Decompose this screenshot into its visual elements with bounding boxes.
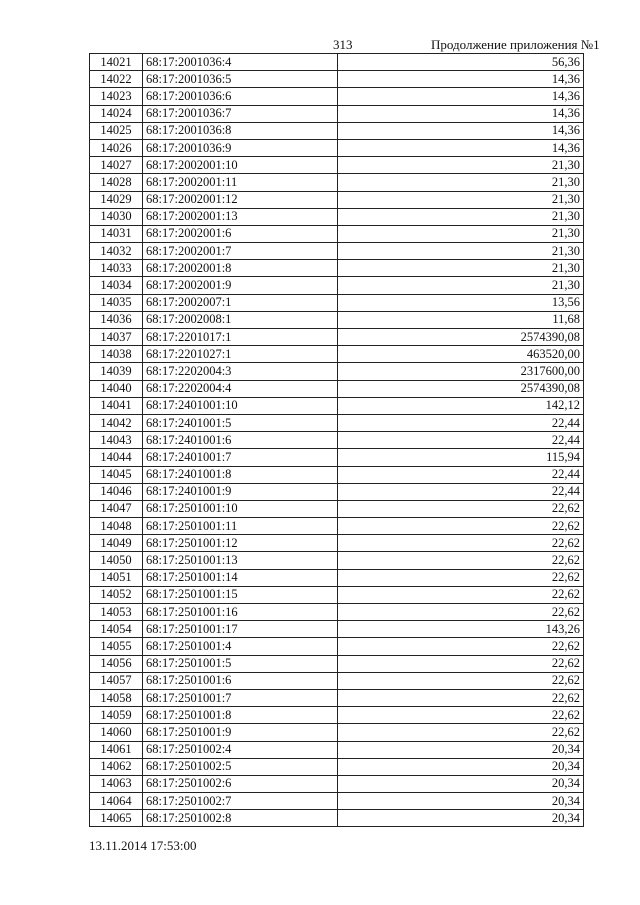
row-number-cell: 14050 [90, 552, 143, 569]
cadastral-number-cell: 68:17:2001036:7 [143, 105, 338, 122]
table-row [90, 243, 584, 260]
table-row [90, 810, 584, 827]
cadastral-number-cell: 68:17:2002008:1 [143, 311, 338, 328]
cadastral-number-cell: 68:17:2501001:17 [143, 621, 338, 638]
value-cell: 22,62 [338, 655, 584, 672]
value-cell: 14,36 [338, 71, 584, 88]
table-row [90, 552, 584, 569]
table-row [90, 793, 584, 810]
row-number-cell: 14060 [90, 724, 143, 741]
value-cell: 22,62 [338, 500, 584, 517]
value-cell: 14,36 [338, 88, 584, 105]
table-row [90, 294, 584, 311]
cadastral-number-cell: 68:17:2501001:15 [143, 586, 338, 603]
row-number-cell: 14039 [90, 363, 143, 380]
row-number-cell: 14056 [90, 655, 143, 672]
value-cell: 22,62 [338, 724, 584, 741]
value-cell: 21,30 [338, 174, 584, 191]
row-number-cell: 14054 [90, 621, 143, 638]
table-row [90, 260, 584, 277]
value-cell: 56,36 [338, 54, 584, 71]
table-row [90, 604, 584, 621]
table-row [90, 277, 584, 294]
row-number-cell: 14042 [90, 414, 143, 431]
row-number-cell: 14047 [90, 500, 143, 517]
value-cell: 22,44 [338, 414, 584, 431]
cadastral-number-cell: 68:17:2501001:16 [143, 604, 338, 621]
cadastral-number-cell: 68:17:2501001:7 [143, 689, 338, 706]
footer-timestamp: 13.11.2014 17:53:00 [89, 838, 197, 853]
row-number-cell: 14037 [90, 329, 143, 346]
row-number-cell: 14027 [90, 157, 143, 174]
cadastral-number-cell: 68:17:2001036:6 [143, 88, 338, 105]
cadastral-number-cell: 68:17:2002001:11 [143, 174, 338, 191]
cadastral-number-cell: 68:17:2501001:11 [143, 518, 338, 535]
cadastral-number-cell: 68:17:2001036:4 [143, 54, 338, 71]
table-row [90, 414, 584, 431]
row-number-cell: 14038 [90, 346, 143, 363]
value-cell: 14,36 [338, 105, 584, 122]
cadastral-number-cell: 68:17:2002001:12 [143, 191, 338, 208]
row-number-cell: 14025 [90, 122, 143, 139]
value-cell: 22,62 [338, 586, 584, 603]
row-number-cell: 14064 [90, 793, 143, 810]
table-row [90, 707, 584, 724]
row-number-cell: 14063 [90, 775, 143, 792]
value-cell: 20,34 [338, 775, 584, 792]
cadastral-number-cell: 68:17:2501001:5 [143, 655, 338, 672]
table-row [90, 329, 584, 346]
table-row [90, 758, 584, 775]
cadastral-number-cell: 68:17:2202004:4 [143, 380, 338, 397]
cadastral-number-cell: 68:17:2401001:6 [143, 432, 338, 449]
row-number-cell: 14036 [90, 311, 143, 328]
table-row [90, 518, 584, 535]
row-number-cell: 14040 [90, 380, 143, 397]
cadastral-number-cell: 68:17:2501002:8 [143, 810, 338, 827]
value-cell: 20,34 [338, 793, 584, 810]
row-number-cell: 14032 [90, 243, 143, 260]
value-cell: 2574390,08 [338, 329, 584, 346]
cadastral-number-cell: 68:17:2401001:7 [143, 449, 338, 466]
row-number-cell: 14052 [90, 586, 143, 603]
cadastral-number-cell: 68:17:2501001:10 [143, 500, 338, 517]
cadastral-number-cell: 68:17:2401001:10 [143, 397, 338, 414]
appendix-label: Продолжение приложения №1 [431, 37, 600, 52]
table-row [90, 122, 584, 139]
value-cell: 21,30 [338, 225, 584, 242]
row-number-cell: 14026 [90, 139, 143, 156]
table-row [90, 466, 584, 483]
cadastral-number-cell: 68:17:2401001:5 [143, 414, 338, 431]
row-number-cell: 14033 [90, 260, 143, 277]
value-cell: 21,30 [338, 243, 584, 260]
row-number-cell: 14058 [90, 689, 143, 706]
cadastral-number-cell: 68:17:2001036:8 [143, 122, 338, 139]
cadastral-number-cell: 68:17:2201017:1 [143, 329, 338, 346]
registry-table [89, 53, 584, 827]
row-number-cell: 14021 [90, 54, 143, 71]
cadastral-number-cell: 68:17:2501002:4 [143, 741, 338, 758]
table-row [90, 483, 584, 500]
value-cell: 20,34 [338, 810, 584, 827]
cadastral-number-cell: 68:17:2501002:5 [143, 758, 338, 775]
table-row [90, 724, 584, 741]
value-cell: 21,30 [338, 191, 584, 208]
value-cell: 22,44 [338, 483, 584, 500]
row-number-cell: 14051 [90, 569, 143, 586]
cadastral-number-cell: 68:17:2501001:8 [143, 707, 338, 724]
row-number-cell: 14044 [90, 449, 143, 466]
cadastral-number-cell: 68:17:2501001:13 [143, 552, 338, 569]
value-cell: 22,44 [338, 432, 584, 449]
value-cell: 21,30 [338, 157, 584, 174]
value-cell: 2574390,08 [338, 380, 584, 397]
table-row [90, 346, 584, 363]
table-row [90, 449, 584, 466]
table-row [90, 208, 584, 225]
table-row [90, 397, 584, 414]
table-row [90, 535, 584, 552]
row-number-cell: 14023 [90, 88, 143, 105]
table-row [90, 225, 584, 242]
value-cell: 22,62 [338, 707, 584, 724]
cadastral-number-cell: 68:17:2501001:6 [143, 672, 338, 689]
row-number-cell: 14065 [90, 810, 143, 827]
table-row [90, 54, 584, 71]
table-row [90, 672, 584, 689]
table-row [90, 191, 584, 208]
table-row [90, 655, 584, 672]
page-number: 313 [333, 37, 353, 52]
row-number-cell: 14035 [90, 294, 143, 311]
value-cell: 20,34 [338, 741, 584, 758]
table-row [90, 105, 584, 122]
cadastral-number-cell: 68:17:2501002:7 [143, 793, 338, 810]
table-row [90, 638, 584, 655]
row-number-cell: 14053 [90, 604, 143, 621]
cadastral-number-cell: 68:17:2002007:1 [143, 294, 338, 311]
value-cell: 142,12 [338, 397, 584, 414]
row-number-cell: 14022 [90, 71, 143, 88]
table-row [90, 311, 584, 328]
table-row [90, 71, 584, 88]
value-cell: 21,30 [338, 277, 584, 294]
table-row [90, 139, 584, 156]
value-cell: 22,62 [338, 569, 584, 586]
row-number-cell: 14031 [90, 225, 143, 242]
cadastral-number-cell: 68:17:2501002:6 [143, 775, 338, 792]
value-cell: 11,68 [338, 311, 584, 328]
value-cell: 22,62 [338, 535, 584, 552]
row-number-cell: 14046 [90, 483, 143, 500]
table-row [90, 741, 584, 758]
value-cell: 22,62 [338, 518, 584, 535]
value-cell: 13,56 [338, 294, 584, 311]
value-cell: 115,94 [338, 449, 584, 466]
cadastral-number-cell: 68:17:2002001:6 [143, 225, 338, 242]
row-number-cell: 14061 [90, 741, 143, 758]
row-number-cell: 14024 [90, 105, 143, 122]
table-row [90, 157, 584, 174]
value-cell: 22,62 [338, 672, 584, 689]
value-cell: 22,44 [338, 466, 584, 483]
cadastral-number-cell: 68:17:2002001:13 [143, 208, 338, 225]
row-number-cell: 14034 [90, 277, 143, 294]
value-cell: 463520,00 [338, 346, 584, 363]
value-cell: 14,36 [338, 122, 584, 139]
table-row [90, 380, 584, 397]
table-row [90, 432, 584, 449]
value-cell: 22,62 [338, 638, 584, 655]
cadastral-number-cell: 68:17:2202004:3 [143, 363, 338, 380]
cadastral-number-cell: 68:17:2001036:9 [143, 139, 338, 156]
value-cell: 22,62 [338, 689, 584, 706]
table-row [90, 586, 584, 603]
value-cell: 14,36 [338, 139, 584, 156]
row-number-cell: 14041 [90, 397, 143, 414]
table-row [90, 689, 584, 706]
cadastral-number-cell: 68:17:2501001:14 [143, 569, 338, 586]
cadastral-number-cell: 68:17:2401001:8 [143, 466, 338, 483]
cadastral-number-cell: 68:17:2002001:7 [143, 243, 338, 260]
table-row [90, 775, 584, 792]
row-number-cell: 14043 [90, 432, 143, 449]
value-cell: 2317600,00 [338, 363, 584, 380]
table-row [90, 174, 584, 191]
cadastral-number-cell: 68:17:2002001:8 [143, 260, 338, 277]
value-cell: 21,30 [338, 260, 584, 277]
value-cell: 22,62 [338, 604, 584, 621]
table-row [90, 88, 584, 105]
registry-table-body [90, 54, 584, 827]
cadastral-number-cell: 68:17:2501001:4 [143, 638, 338, 655]
row-number-cell: 14055 [90, 638, 143, 655]
cadastral-number-cell: 68:17:2501001:12 [143, 535, 338, 552]
row-number-cell: 14029 [90, 191, 143, 208]
row-number-cell: 14049 [90, 535, 143, 552]
cadastral-number-cell: 68:17:2001036:5 [143, 71, 338, 88]
cadastral-number-cell: 68:17:2002001:9 [143, 277, 338, 294]
cadastral-number-cell: 68:17:2201027:1 [143, 346, 338, 363]
table-row [90, 363, 584, 380]
row-number-cell: 14028 [90, 174, 143, 191]
table-row [90, 621, 584, 638]
value-cell: 21,30 [338, 208, 584, 225]
row-number-cell: 14030 [90, 208, 143, 225]
value-cell: 20,34 [338, 758, 584, 775]
cadastral-number-cell: 68:17:2401001:9 [143, 483, 338, 500]
value-cell: 22,62 [338, 552, 584, 569]
table-row [90, 500, 584, 517]
row-number-cell: 14057 [90, 672, 143, 689]
row-number-cell: 14059 [90, 707, 143, 724]
row-number-cell: 14062 [90, 758, 143, 775]
value-cell: 143,26 [338, 621, 584, 638]
table-row [90, 569, 584, 586]
row-number-cell: 14045 [90, 466, 143, 483]
row-number-cell: 14048 [90, 518, 143, 535]
cadastral-number-cell: 68:17:2501001:9 [143, 724, 338, 741]
cadastral-number-cell: 68:17:2002001:10 [143, 157, 338, 174]
